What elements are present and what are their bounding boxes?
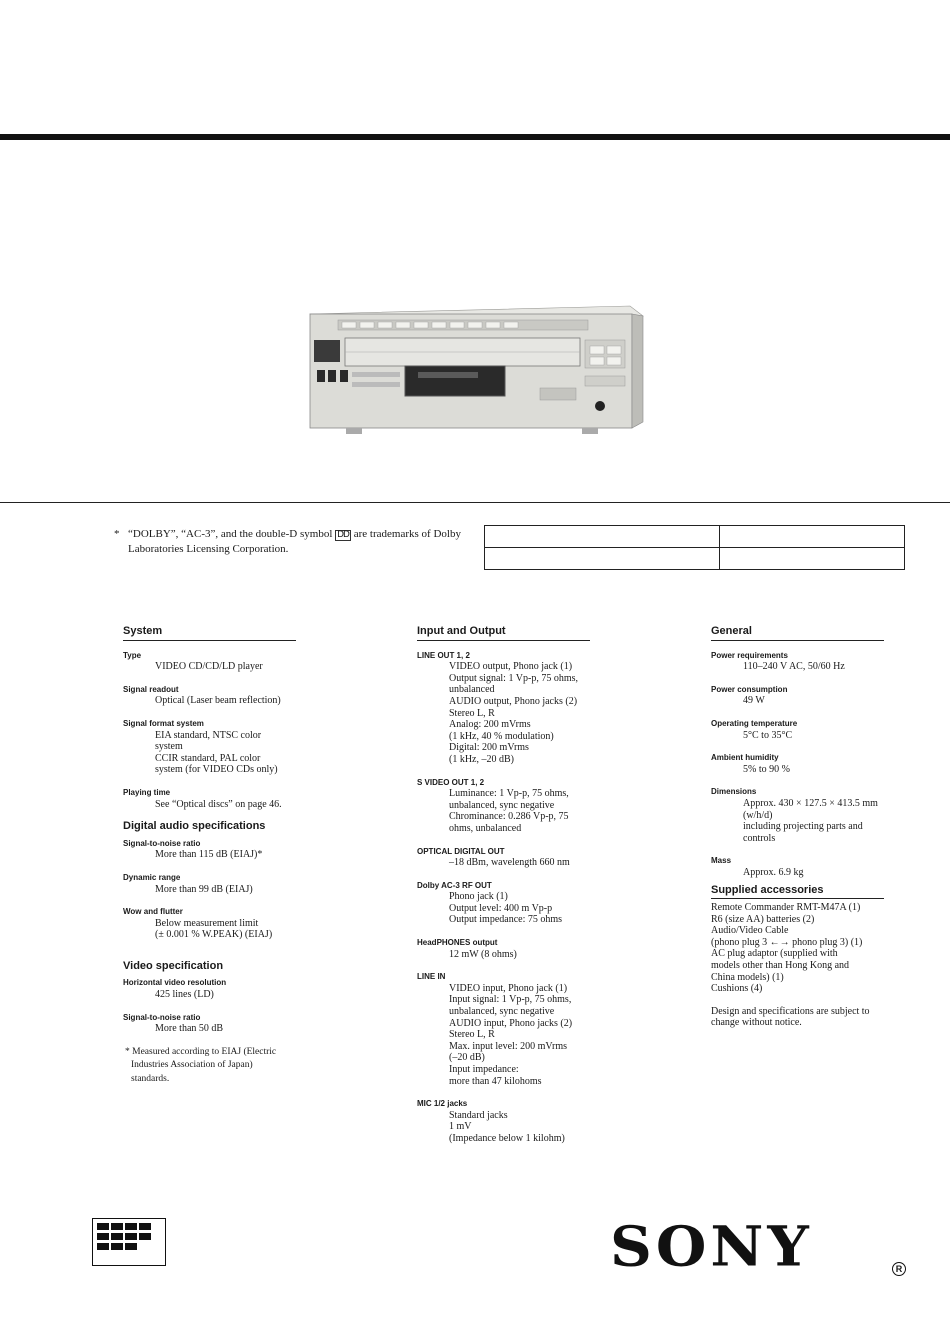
spec-value: –18 dBm, wavelength 660 nm bbox=[449, 857, 570, 869]
spec-label: Dynamic range bbox=[123, 872, 181, 882]
input-output-heading: Input and Output bbox=[417, 626, 590, 641]
spec-label: Signal-to-noise ratio bbox=[123, 1012, 201, 1022]
spec-value: 425 lines (LD) bbox=[155, 989, 214, 1001]
spec-value: Approx. 430 × 127.5 × 413.5 mm (w/h/d) including projecting parts and controls bbox=[743, 797, 878, 844]
spec-column-3 bbox=[711, 626, 911, 1029]
accessories-heading: Supplied accessories bbox=[711, 885, 884, 900]
spec-label: Mass bbox=[711, 856, 732, 866]
disclaimer: Design and specifications are subject to change without notice. bbox=[711, 1005, 870, 1029]
top-rule bbox=[0, 134, 950, 140]
spec-label: Wow and flutter bbox=[123, 907, 183, 917]
spec-label: Signal readout bbox=[123, 684, 179, 694]
spec-label: Power consumption bbox=[711, 684, 788, 694]
spec-value: Approx. 6.9 kg bbox=[743, 866, 804, 878]
spec-label: OPTICAL DIGITAL OUT bbox=[417, 846, 505, 856]
spec-label: Operating temperature bbox=[711, 718, 798, 728]
table-cell bbox=[720, 548, 905, 570]
doc-grid-logo bbox=[92, 1218, 166, 1266]
spec-label: Power requirements bbox=[711, 650, 788, 660]
video-spec-heading: Video specification bbox=[123, 959, 224, 972]
spec-value: 5% to 90 % bbox=[743, 763, 790, 775]
spec-value: More than 115 dB (EIAJ)* bbox=[155, 849, 263, 861]
spec-value: See “Optical discs” on page 46. bbox=[155, 798, 282, 810]
trademark-text-after: are trademarks of Dolby Laboratories Licensing Corporation. bbox=[128, 528, 461, 555]
double-d-symbol: DD bbox=[337, 530, 349, 540]
spec-value: Optical (Laser beam reflection) bbox=[155, 695, 281, 707]
table-row bbox=[485, 526, 905, 548]
spec-value: 49 W bbox=[743, 695, 765, 707]
table-cell bbox=[485, 548, 720, 570]
spec-value: Standard jacks 1 mV (Impedance below 1 kilohm) bbox=[449, 1109, 565, 1144]
spec-value: 110–240 V AC, 50/60 Hz bbox=[743, 661, 845, 673]
table-cell bbox=[485, 526, 720, 548]
footnote: * Measured according to EIAJ (Electric Industries Association of Japan) standards. bbox=[125, 1046, 277, 1084]
trademark-text-before: “DOLBY”, “AC-3”, and the double-D symbol bbox=[128, 528, 333, 540]
spec-label: S VIDEO OUT 1, 2 bbox=[417, 777, 485, 787]
spec-value: EIA standard, NTSC color system CCIR standard, PAL color system (for VIDEO CDs only) bbox=[155, 729, 278, 776]
table-cell bbox=[720, 526, 905, 548]
table-row bbox=[485, 548, 905, 570]
sony-logo: SONY bbox=[610, 1214, 813, 1279]
spec-label: MIC 1/2 jacks bbox=[417, 1099, 468, 1109]
spec-value: Luminance: 1 Vp-p, 75 ohms, unbalanced, sync negative Chrominance: 0.286 Vp-p, 75 ohms, unbalanced bbox=[449, 788, 569, 834]
spec-value: VIDEO input, Phono jack (1) Input signal: 1 Vp-p, 75 ohms, unbalanced, sync negative AUDIO input, Phono jacks (2) Stereo L, R Max. input level: 200 mVrms (–20 dB) Input impedance: more than 47 kilohoms bbox=[449, 982, 573, 1087]
spec-value: VIDEO CD/CD/LD player bbox=[155, 661, 263, 673]
general-heading: General bbox=[711, 626, 884, 641]
spec-column-2 bbox=[417, 626, 687, 1156]
spec-value: More than 50 dB bbox=[155, 1023, 224, 1035]
spec-value: 5°C to 35°C bbox=[743, 729, 793, 741]
spec-label: Type bbox=[123, 650, 142, 660]
spec-label: Horizontal video resolution bbox=[123, 978, 227, 988]
spec-label: Signal-to-noise ratio bbox=[123, 838, 201, 848]
spec-value: Below measurement limit (± 0.001 % W.PEAK) (EIAJ) bbox=[155, 917, 273, 941]
spec-label: Ambient humidity bbox=[711, 753, 779, 763]
cd-ld-player-image bbox=[300, 300, 645, 440]
accessories-list: Remote Commander RMT-M47A (1) R6 (size AA) batteries (2) Audio/Video Cable (phono plug 3 ←→ phono plug 3) (1) AC plug adaptor (supplied with models other than Hong Kong and China models) (1) Cushions (4) bbox=[711, 902, 863, 995]
spec-value: VIDEO output, Phono jack (1) Output signal: 1 Vp-p, 75 ohms, unbalanced AUDIO output, Phono jacks (2) Stereo L, R Analog: 200 mVrms (1 kHz, 40 % modulation) Digital: 200 mVrms (1 kHz, –20 dB) bbox=[449, 661, 578, 765]
spec-label: LINE OUT 1, 2 bbox=[417, 650, 470, 660]
model-table bbox=[484, 525, 905, 570]
trademark-marker: * bbox=[114, 528, 120, 540]
trademark-note bbox=[114, 527, 474, 557]
spec-label: Signal format system bbox=[123, 718, 204, 728]
registered-mark: R bbox=[892, 1262, 906, 1276]
spec-label: HeadPHONES output bbox=[417, 938, 498, 948]
spec-column-1 bbox=[123, 626, 393, 1086]
section-divider bbox=[0, 502, 950, 503]
spec-value: More than 99 dB (EIAJ) bbox=[155, 883, 253, 895]
spec-label: Dolby AC-3 RF OUT bbox=[417, 880, 492, 890]
spec-value: 12 mW (8 ohms) bbox=[449, 948, 517, 960]
spec-label: Playing time bbox=[123, 787, 171, 797]
spec-value: Phono jack (1) Output level: 400 m Vp-p Output impedance: 75 ohms bbox=[449, 891, 563, 926]
spec-label: Dimensions bbox=[711, 787, 757, 797]
system-heading: System bbox=[123, 626, 296, 641]
digital-audio-heading: Digital audio specifications bbox=[123, 820, 266, 833]
spec-label: LINE IN bbox=[417, 972, 446, 982]
